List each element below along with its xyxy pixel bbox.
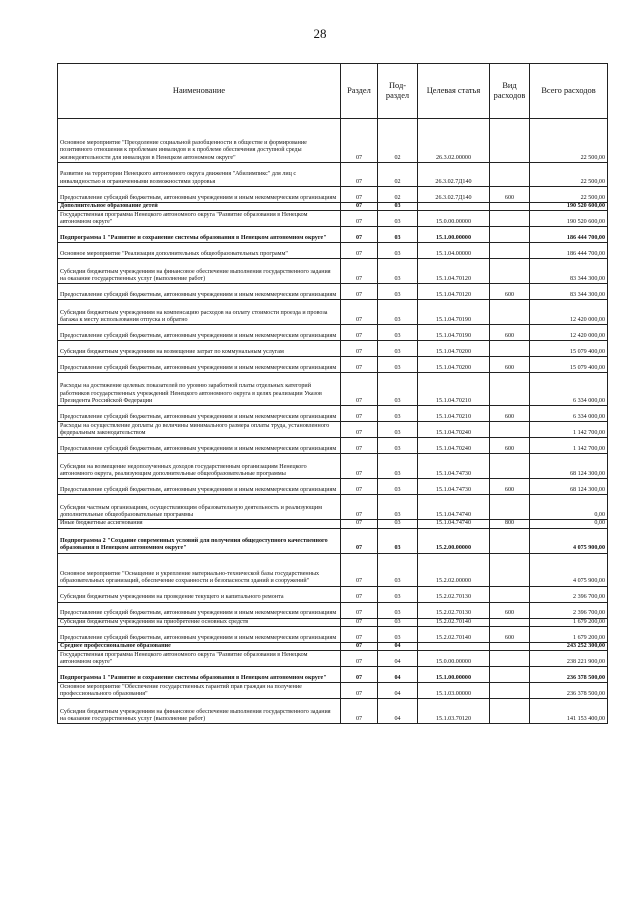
row-total: 6 334 000,00 (530, 406, 608, 422)
row-podrazdel: 04 (378, 699, 418, 724)
table-row (58, 227, 608, 243)
row-target-article: 15.1.04.74740 (418, 495, 490, 520)
row-podrazdel: 04 (378, 667, 418, 683)
row-total: 4 075 900,00 (530, 553, 608, 586)
row-target-article: 15.1.04.70210 (418, 406, 490, 422)
row-total: 1 679 200,00 (530, 626, 608, 642)
row-razdel: 07 (341, 357, 378, 373)
row-razdel: 07 (341, 211, 378, 227)
table-row (58, 586, 608, 602)
row-podrazdel: 03 (378, 243, 418, 259)
row-total: 12 420 000,00 (530, 300, 608, 325)
row-podrazdel: 03 (378, 528, 418, 553)
row-expense-type (490, 528, 530, 553)
row-name: Основное мероприятие "Оснащение и укрепление материально-технической базы государственных образовательных организаций, обеспечение сохранности и безопасности зданий и сооружений" (58, 553, 341, 586)
row-total: 22 500,00 (530, 119, 608, 163)
row-total: 186 444 700,00 (530, 243, 608, 259)
row-name: Подпрограмма 1 "Развитие и сохранение системы образования в Ненецком автономном округе" (58, 667, 341, 683)
row-target-article: 26.3.02.00000 (418, 119, 490, 163)
table-row (58, 651, 608, 667)
row-razdel: 07 (341, 187, 378, 203)
row-expense-type (490, 243, 530, 259)
table-row (58, 528, 608, 553)
row-total: 190 520 600,00 (530, 203, 608, 211)
row-podrazdel: 03 (378, 602, 418, 618)
row-name: Предоставление субсидий бюджетным, автономным учреждениям и иным некоммерческим организациям (58, 602, 341, 618)
row-expense-type: 800 (490, 520, 530, 528)
table-row (58, 300, 608, 325)
row-podrazdel: 03 (378, 586, 418, 602)
header-total: Всего расходов (530, 64, 608, 119)
header-razdel: Раздел (341, 64, 378, 119)
row-name: Субсидии бюджетным учреждениям на проведение текущего и капитального ремонта (58, 586, 341, 602)
row-podrazdel: 03 (378, 553, 418, 586)
row-expense-type (490, 203, 530, 211)
row-total: 186 444 700,00 (530, 227, 608, 243)
row-target-article: 15.1.04.70200 (418, 341, 490, 357)
table-row (58, 259, 608, 284)
row-target-article: 15.2.02.70140 (418, 618, 490, 626)
row-expense-type (490, 699, 530, 724)
row-podrazdel: 04 (378, 683, 418, 699)
row-podrazdel: 03 (378, 438, 418, 454)
row-razdel: 07 (341, 284, 378, 300)
row-target-article: 15.1.04.74730 (418, 479, 490, 495)
row-podrazdel: 03 (378, 626, 418, 642)
row-total: 22 500,00 (530, 163, 608, 187)
row-name: Субсидии бюджетным учреждениям на финансовое обеспечение выполнения государственного задания на оказание государственных услуг (выполнение работ) (58, 259, 341, 284)
table-row (58, 553, 608, 586)
row-total: 83 344 300,00 (530, 284, 608, 300)
row-razdel: 07 (341, 259, 378, 284)
row-podrazdel: 03 (378, 373, 418, 406)
table-row (58, 357, 608, 373)
row-target-article (418, 203, 490, 211)
row-total: 83 344 300,00 (530, 259, 608, 284)
table-row (58, 373, 608, 406)
row-total: 1 142 700,00 (530, 422, 608, 438)
row-podrazdel: 03 (378, 211, 418, 227)
row-expense-type: 600 (490, 602, 530, 618)
row-razdel: 07 (341, 243, 378, 259)
row-name: Предоставление субсидий бюджетным, автономным учреждениям и иным некоммерческим организациям (58, 406, 341, 422)
row-razdel: 07 (341, 699, 378, 724)
row-total: 68 124 300,00 (530, 454, 608, 479)
row-podrazdel: 03 (378, 325, 418, 341)
row-razdel: 07 (341, 651, 378, 667)
row-target-article: 15.1.04.70200 (418, 357, 490, 373)
row-total: 2 396 700,00 (530, 602, 608, 618)
row-total: 236 378 500,00 (530, 667, 608, 683)
row-name: Предоставление субсидий бюджетным, автономным учреждениям и иным некоммерческим организациям (58, 325, 341, 341)
row-expense-type (490, 422, 530, 438)
row-razdel: 07 (341, 119, 378, 163)
row-name: Подпрограмма 2 "Создание современных условий для получения общедоступного качественного образования в Ненецком автономном округе" (58, 528, 341, 553)
row-total: 0,00 (530, 495, 608, 520)
row-expense-type: 600 (490, 626, 530, 642)
table-row (58, 203, 608, 211)
header-name: Наименование (58, 64, 341, 119)
row-podrazdel: 03 (378, 454, 418, 479)
row-razdel: 07 (341, 667, 378, 683)
row-expense-type (490, 495, 530, 520)
row-name: Подпрограмма 1 "Развитие и сохранение системы образования в Ненецком автономном округе" (58, 227, 341, 243)
row-podrazdel: 03 (378, 495, 418, 520)
row-total: 22 500,00 (530, 187, 608, 203)
row-expense-type (490, 454, 530, 479)
row-target-article: 15.1.04.70190 (418, 300, 490, 325)
table-row (58, 243, 608, 259)
row-total: 1 142 700,00 (530, 438, 608, 454)
table-row (58, 626, 608, 642)
row-target-article: 15.0.00.00000 (418, 651, 490, 667)
row-expense-type (490, 651, 530, 667)
row-razdel: 07 (341, 203, 378, 211)
row-name: Субсидии бюджетным учреждениям на возмещение затрат по коммунальным услугам (58, 341, 341, 357)
row-total: 15 079 400,00 (530, 341, 608, 357)
row-name: Субсидии бюджетным учреждениям на приобретение основных средств (58, 618, 341, 626)
row-name: Развитие на территории Ненецкого автономного округа движения "Абилимпикс" для лиц с инвалидностью и ограниченными возможностями здоровья (58, 163, 341, 187)
row-total: 68 124 300,00 (530, 479, 608, 495)
row-razdel: 07 (341, 553, 378, 586)
table-row (58, 325, 608, 341)
row-name: Предоставление субсидий бюджетным, автономным учреждениям и иным некоммерческим организациям (58, 284, 341, 300)
row-expense-type: 600 (490, 284, 530, 300)
header-podrazdel: Под-раздел (378, 64, 418, 119)
row-name: Иные бюджетные ассигнования (58, 520, 341, 528)
row-expense-type (490, 259, 530, 284)
row-razdel: 07 (341, 341, 378, 357)
row-podrazdel: 04 (378, 651, 418, 667)
row-name: Расходы на достижение целевых показателей по уровню заработной платы отдельных категорий работников государственных учреждений Ненецкого автономного округа в целях реализации Указов Президента Российской Федерации (58, 373, 341, 406)
table-row (58, 495, 608, 520)
row-expense-type (490, 586, 530, 602)
row-podrazdel: 03 (378, 259, 418, 284)
row-podrazdel: 03 (378, 357, 418, 373)
row-target-article: 15.1.04.74740 (418, 520, 490, 528)
row-podrazdel: 02 (378, 187, 418, 203)
row-razdel: 07 (341, 422, 378, 438)
row-target-article: 15.1.04.70190 (418, 325, 490, 341)
row-name: Предоставление субсидий бюджетным, автономным учреждениям и иным некоммерческим организациям (58, 479, 341, 495)
row-name: Предоставление субсидий бюджетным, автономным учреждениям и иным некоммерческим организациям (58, 357, 341, 373)
row-expense-type (490, 227, 530, 243)
row-podrazdel: 02 (378, 163, 418, 187)
row-podrazdel: 03 (378, 422, 418, 438)
row-expense-type: 600 (490, 357, 530, 373)
table-row (58, 520, 608, 528)
table-row (58, 667, 608, 683)
table-row (58, 479, 608, 495)
row-name: Основное мероприятие "Преодоление социальной разобщенности в обществе и формирование позитивного отношения к проблемам инвалидов и к проблеме обеспечения доступной среды жизнедеятельности для инвалидов в Ненецком автономном округе" (58, 119, 341, 163)
row-name: Предоставление субсидий бюджетным, автономным учреждениям и иным некоммерческим организациям (58, 438, 341, 454)
row-target-article: 15.2.00.00000 (418, 528, 490, 553)
row-podrazdel: 02 (378, 119, 418, 163)
row-expense-type (490, 667, 530, 683)
row-razdel: 07 (341, 520, 378, 528)
row-name: Субсидии бюджетным учреждениям на компенсацию расходов на оплату стоимости проезда и провоза багажа к месту использования отпуска и обратно (58, 300, 341, 325)
row-total: 141 153 400,00 (530, 699, 608, 724)
row-podrazdel: 03 (378, 406, 418, 422)
row-name: Государственная программа Ненецкого автономного округа "Развитие образования в Ненецком автономном округе" (58, 211, 341, 227)
table-row (58, 163, 608, 187)
row-target-article: 15.0.00.00000 (418, 211, 490, 227)
row-name: Субсидии бюджетным учреждениям на финансовое обеспечение выполнения государственного задания на оказание государственных услуг (выполнение работ) (58, 699, 341, 724)
row-razdel: 07 (341, 438, 378, 454)
table-row (58, 602, 608, 618)
row-expense-type (490, 642, 530, 650)
row-name: Предоставление субсидий бюджетным, автономным учреждениям и иным некоммерческим организациям (58, 626, 341, 642)
row-name: Субсидии частным организациям, осуществляющим образовательную деятельность и реализующим дополнительные общеобразовательные программы (58, 495, 341, 520)
row-target-article: 15.1.03.70120 (418, 699, 490, 724)
row-name: Предоставление субсидий бюджетным, автономным учреждениям и иным некоммерческим организациям (58, 187, 341, 203)
row-total: 190 520 600,00 (530, 211, 608, 227)
row-name: Основное мероприятие "Обеспечение государственных гарантий прав граждан на получение профессионального образования" (58, 683, 341, 699)
row-razdel: 07 (341, 227, 378, 243)
row-target-article: 15.1.04.70120 (418, 284, 490, 300)
row-razdel: 07 (341, 683, 378, 699)
row-total: 236 378 500,00 (530, 683, 608, 699)
row-target-article: 15.1.00.00000 (418, 227, 490, 243)
row-total: 4 075 900,00 (530, 528, 608, 553)
row-expense-type: 600 (490, 479, 530, 495)
row-expense-type (490, 373, 530, 406)
row-total: 0,00 (530, 520, 608, 528)
row-target-article: 15.2.02.70140 (418, 626, 490, 642)
table-row (58, 187, 608, 203)
row-target-article: 15.1.04.70240 (418, 422, 490, 438)
row-razdel: 07 (341, 495, 378, 520)
row-target-article: 15.1.04.74730 (418, 454, 490, 479)
table-body (58, 119, 608, 724)
table-row (58, 406, 608, 422)
row-razdel: 07 (341, 163, 378, 187)
row-name: Государственная программа Ненецкого автономного округа "Развитие образования в Ненецком автономном округе" (58, 651, 341, 667)
row-total: 2 396 700,00 (530, 586, 608, 602)
row-total: 1 679 200,00 (530, 618, 608, 626)
row-target-article: 15.2.02.00000 (418, 553, 490, 586)
row-expense-type (490, 618, 530, 626)
row-razdel: 07 (341, 626, 378, 642)
row-podrazdel: 03 (378, 479, 418, 495)
row-total: 15 079 400,00 (530, 357, 608, 373)
row-expense-type: 600 (490, 187, 530, 203)
row-name: Среднее профессиональное образование (58, 642, 341, 650)
row-razdel: 07 (341, 325, 378, 341)
row-total: 243 252 300,00 (530, 642, 608, 650)
row-target-article: 15.2.02.70130 (418, 586, 490, 602)
row-podrazdel: 04 (378, 642, 418, 650)
row-target-article: 26.3.02.7Д140 (418, 187, 490, 203)
row-razdel: 07 (341, 406, 378, 422)
table-row (58, 454, 608, 479)
row-razdel: 07 (341, 479, 378, 495)
table-row (58, 438, 608, 454)
row-name: Основное мероприятие "Реализация дополнительных общеобразовательных программ" (58, 243, 341, 259)
row-expense-type: 600 (490, 325, 530, 341)
row-razdel: 07 (341, 300, 378, 325)
budget-table-container (57, 63, 607, 724)
header-expense-type: Вид расходов (490, 64, 530, 119)
table-row (58, 683, 608, 699)
table-row (58, 211, 608, 227)
row-razdel: 07 (341, 642, 378, 650)
row-podrazdel: 03 (378, 300, 418, 325)
row-expense-type (490, 163, 530, 187)
row-podrazdel: 03 (378, 618, 418, 626)
header-target-article: Целевая статья (418, 64, 490, 119)
row-expense-type: 600 (490, 406, 530, 422)
row-podrazdel: 03 (378, 203, 418, 211)
row-podrazdel: 03 (378, 227, 418, 243)
row-total: 12 420 000,00 (530, 325, 608, 341)
row-razdel: 07 (341, 602, 378, 618)
row-total: 6 334 000,00 (530, 373, 608, 406)
row-podrazdel: 03 (378, 341, 418, 357)
row-target-article: 15.2.02.70130 (418, 602, 490, 618)
table-row (58, 284, 608, 300)
row-name: Дополнительное образование детей (58, 203, 341, 211)
table-row (58, 699, 608, 724)
row-total: 238 221 900,00 (530, 651, 608, 667)
table-row (58, 422, 608, 438)
row-razdel: 07 (341, 618, 378, 626)
row-expense-type: 600 (490, 438, 530, 454)
row-expense-type (490, 683, 530, 699)
row-expense-type (490, 341, 530, 357)
row-target-article: 15.1.04.70240 (418, 438, 490, 454)
row-razdel: 07 (341, 586, 378, 602)
row-target-article (418, 642, 490, 650)
row-target-article: 15.1.04.70120 (418, 259, 490, 284)
row-razdel: 07 (341, 528, 378, 553)
row-podrazdel: 03 (378, 284, 418, 300)
row-expense-type (490, 119, 530, 163)
row-razdel: 07 (341, 454, 378, 479)
row-name: Расходы на осуществление доплаты до величины минимального размера оплаты труда, установленного федеральным законодательством (58, 422, 341, 438)
table-row (58, 119, 608, 163)
row-target-article: 15.1.04.00000 (418, 243, 490, 259)
row-target-article: 15.1.03.00000 (418, 683, 490, 699)
row-target-article: 15.1.04.70210 (418, 373, 490, 406)
page-number: 28 (313, 26, 327, 41)
row-target-article: 26.3.02.7Д140 (418, 163, 490, 187)
table-header-row (58, 64, 608, 119)
row-expense-type (490, 211, 530, 227)
row-razdel: 07 (341, 373, 378, 406)
row-podrazdel: 03 (378, 520, 418, 528)
row-expense-type (490, 553, 530, 586)
row-target-article: 15.1.00.00000 (418, 667, 490, 683)
table-row (58, 341, 608, 357)
budget-table (57, 63, 608, 724)
row-expense-type (490, 300, 530, 325)
row-name: Субсидии на возмещение недополученных доходов государственным организациям Ненецкого автономного округа, реализующим дополнительные общеобразовательные программы (58, 454, 341, 479)
table-row (58, 618, 608, 626)
table-row (58, 642, 608, 650)
